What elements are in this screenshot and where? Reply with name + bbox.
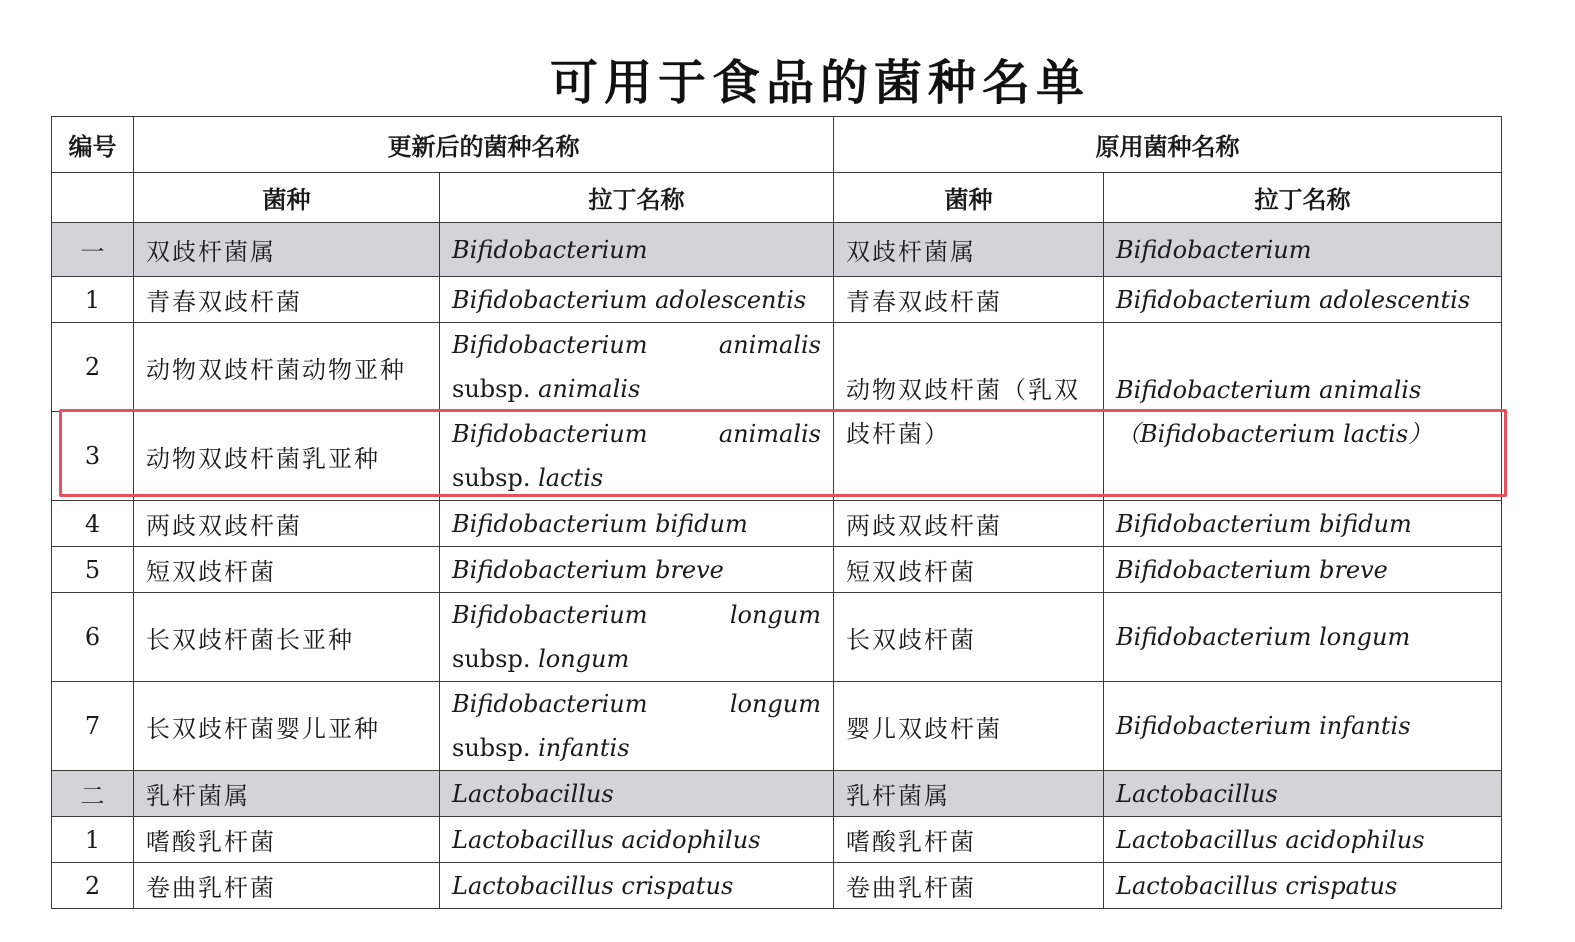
strain-table: [51, 116, 1502, 909]
latin-name: [440, 682, 834, 771]
latin-subspecies: animalis: [538, 375, 641, 403]
table-row: [52, 501, 1502, 547]
header-original-name: 原用菌种名称: [834, 117, 1502, 173]
latin-name: Bifidobacterium: [440, 223, 834, 277]
old-species-name: 乳杆菌属: [834, 771, 1104, 817]
old-species-name: 青春双歧杆菌: [834, 277, 1104, 323]
latin-subsp: subsp.: [452, 734, 531, 762]
old-latin-name: Bifidobacterium adolescentis: [1104, 277, 1502, 323]
row-number: 2: [52, 863, 134, 909]
old-species-name: 两歧双歧杆菌: [834, 501, 1104, 547]
table-row: [52, 863, 1502, 909]
row-number: 5: [52, 547, 134, 593]
header-species: 菌种: [134, 173, 440, 223]
latin-genus: Bifidobacterium: [452, 601, 648, 629]
row-number: 7: [52, 682, 134, 771]
row-number: 1: [52, 817, 134, 863]
table-row: [52, 593, 1502, 682]
header-row-top: [52, 117, 1502, 173]
old-latin-name: Bifidobacterium breve: [1104, 547, 1502, 593]
table-row: [52, 682, 1502, 771]
old-latin-name: Lactobacillus acidophilus: [1104, 817, 1502, 863]
latin-subspecies: infantis: [538, 734, 630, 762]
row-number: 1: [52, 277, 134, 323]
old-latin-alt: （Bifidobacterium lactis）: [1116, 419, 1433, 448]
old-latin-name: Bifidobacterium: [1104, 223, 1502, 277]
latin-species: longum: [729, 601, 821, 629]
latin-name: [440, 323, 834, 412]
row-number: 二: [52, 771, 134, 817]
latin-species: longum: [729, 690, 821, 718]
latin-name: Bifidobacterium bifidum: [440, 501, 834, 547]
latin-name: [440, 412, 834, 501]
species-name: 动物双歧杆菌动物亚种: [134, 323, 440, 412]
species-name: 短双歧杆菌: [134, 547, 440, 593]
table-row: [52, 817, 1502, 863]
latin-genus: Bifidobacterium: [452, 420, 648, 448]
latin-name: [440, 593, 834, 682]
header-blank: [52, 173, 134, 223]
latin-name: Lactobacillus: [440, 771, 834, 817]
latin-name: Lactobacillus acidophilus: [440, 817, 834, 863]
table-row: [52, 547, 1502, 593]
species-name: 长双歧杆菌婴儿亚种: [134, 682, 440, 771]
table-row: [52, 323, 1502, 412]
latin-species: animalis: [718, 420, 821, 448]
latin-name: Lactobacillus crispatus: [440, 863, 834, 909]
species-name: 卷曲乳杆菌: [134, 863, 440, 909]
species-name: 动物双歧杆菌乳亚种: [134, 412, 440, 501]
header-row-sub: [52, 173, 1502, 223]
species-name: 嗜酸乳杆菌: [134, 817, 440, 863]
row-number: 3: [52, 412, 134, 501]
old-latin-name: Lactobacillus: [1104, 771, 1502, 817]
old-species-name: 短双歧杆菌: [834, 547, 1104, 593]
old-latin-name: Bifidobacterium infantis: [1104, 682, 1502, 771]
row-number: 2: [52, 323, 134, 412]
old-latin-name: [1104, 323, 1502, 501]
table-row-genus: [52, 223, 1502, 277]
old-species-name: 卷曲乳杆菌: [834, 863, 1104, 909]
species-name: 乳杆菌属: [134, 771, 440, 817]
header-old-latin: 拉丁名称: [1104, 173, 1502, 223]
old-species-name: 双歧杆菌属: [834, 223, 1104, 277]
old-species-name: 嗜酸乳杆菌: [834, 817, 1104, 863]
row-number: 4: [52, 501, 134, 547]
table-row: [52, 277, 1502, 323]
row-number: 一: [52, 223, 134, 277]
latin-subsp: subsp.: [452, 645, 531, 673]
species-name: 双歧杆菌属: [134, 223, 440, 277]
species-name: 青春双歧杆菌: [134, 277, 440, 323]
table-row-genus: [52, 771, 1502, 817]
header-latin: 拉丁名称: [440, 173, 834, 223]
old-latin-name: Lactobacillus crispatus: [1104, 863, 1502, 909]
row-number: 6: [52, 593, 134, 682]
latin-species: animalis: [718, 331, 821, 359]
old-species-name: 长双歧杆菌: [834, 593, 1104, 682]
page-title: 可用于食品的菌种名单: [549, 55, 1090, 111]
old-species-name: 婴儿双歧杆菌: [834, 682, 1104, 771]
header-updated-name: 更新后的菌种名称: [134, 117, 834, 173]
old-latin-primary: Bifidobacterium animalis: [1116, 375, 1422, 404]
old-latin-name: Bifidobacterium longum: [1104, 593, 1502, 682]
latin-subsp: subsp.: [452, 375, 531, 403]
old-latin-name: Bifidobacterium bifidum: [1104, 501, 1502, 547]
latin-subspecies: lactis: [538, 464, 604, 492]
old-species-name: 动物双歧杆菌（乳双歧杆菌）: [834, 323, 1104, 501]
latin-name: Bifidobacterium adolescentis: [440, 277, 834, 323]
latin-name: Bifidobacterium breve: [440, 547, 834, 593]
latin-genus: Bifidobacterium: [452, 690, 648, 718]
latin-subsp: subsp.: [452, 464, 531, 492]
header-number: 编号: [52, 117, 134, 173]
latin-genus: Bifidobacterium: [452, 331, 648, 359]
header-old-species: 菌种: [834, 173, 1104, 223]
species-name: 长双歧杆菌长亚种: [134, 593, 440, 682]
species-name: 两歧双歧杆菌: [134, 501, 440, 547]
latin-subspecies: longum: [538, 645, 630, 673]
